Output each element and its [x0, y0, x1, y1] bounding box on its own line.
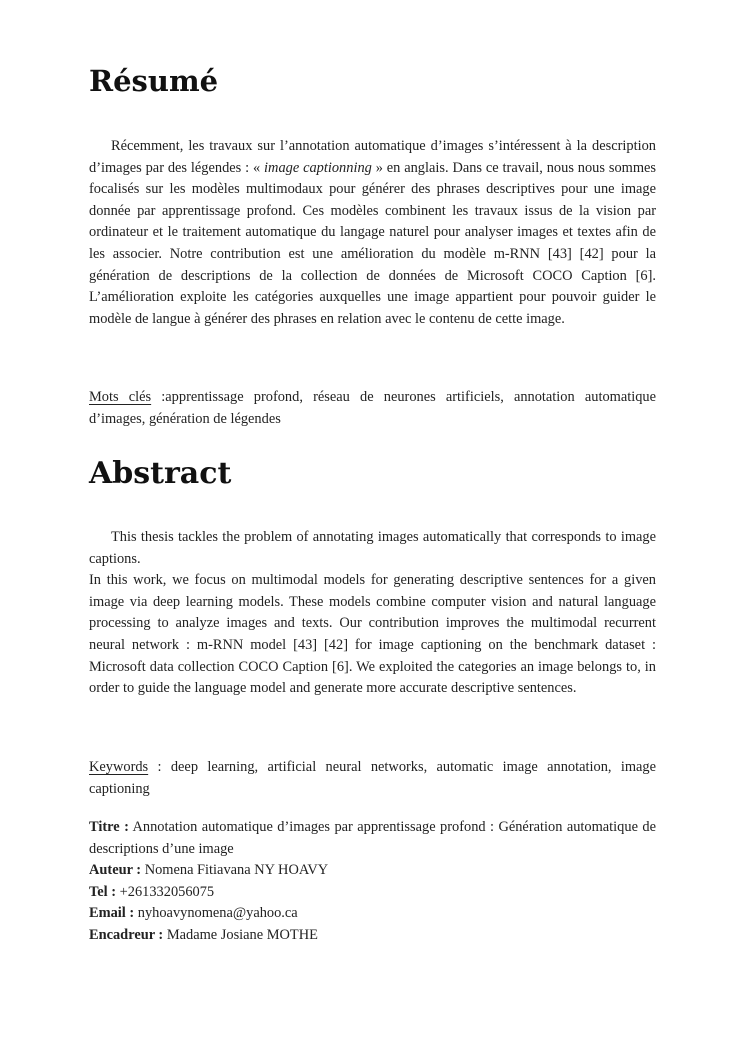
- abstract-keywords: [89, 757, 656, 800]
- info-email-value: nyhoavynomena@yahoo.ca: [134, 905, 298, 922]
- info-encadreur: [89, 925, 656, 947]
- info-tel: [89, 882, 656, 904]
- info-email: [89, 903, 656, 925]
- info-auteur: [89, 860, 656, 882]
- abstract-paragraph: [89, 527, 656, 700]
- thesis-info: [89, 817, 656, 947]
- info-auteur-label: Auteur :: [89, 862, 142, 879]
- resume-text-end: » en anglais. Dans ce travail, nous nous sommes focalisés sur les modèles multimodaux pour générer des phrases descriptives pour une image donnée par apprentissage profond. Ces modèles combinent les travaux issus de la vision par ordinateur et le traitement automatique du langage naturel pour analyser images et textes afin de les associer. Notre contribution est une amélioration du modèle m-RNN [43] [42] pour la génération de descriptions de la collection de données de Microsoft COCO Caption [6]. L’amélioration exploite les catégories auxquelles une image appartient pour pouvoir guider le modèle de langue à générer des phrases en relation avec le contenu de cette image.: [89, 159, 657, 327]
- abstract-keywords-label: Keywords: [89, 759, 149, 775]
- info-tel-label: Tel :: [89, 883, 117, 900]
- abstract-heading: Abstract: [89, 456, 232, 491]
- info-auteur-value: Nomena Fitiavana NY HOAVY: [141, 862, 329, 879]
- resume-keywords-label: Mots clés: [89, 389, 152, 405]
- info-encadreur-label: Encadreur :: [89, 926, 164, 943]
- resume-keywords: [89, 387, 656, 430]
- info-titre: [89, 817, 656, 860]
- info-encadreur-value: Madame Josiane MOTHE: [163, 926, 318, 943]
- resume-text-start: Récemment, les travaux sur l’annotation automatique d’images s’intéressent à la description d’images par des légendes : «: [89, 138, 656, 176]
- info-email-label: Email :: [89, 905, 135, 922]
- resume-keywords-text: :apprentissage profond, réseau de neurones artificiels, annotation automatique d’images, génération de légendes: [89, 389, 656, 427]
- abstract-main: In this work, we focus on multimodal models for generating descriptive sentences for a given image via deep learning models. These models combine computer vision and natural language processing to analyze images and texts. Our contribution improves the multimodal recurrent neural network : m-RNN model [43] [42] for image captioning on the benchmark dataset : Microsoft data collection COCO Caption [6]. We exploited the categories an image belongs to, in order to guide the language model and generate more accurate descriptive sentences.: [89, 572, 656, 697]
- abstract-keywords-text: : deep learning, artificial neural networks, automatic image annotation, image captioning: [89, 759, 656, 797]
- resume-heading: Résumé: [89, 64, 219, 98]
- info-titre-value: Annotation automatique d’images par apprentissage profond : Génération automatique de descriptions d’une image: [89, 819, 656, 857]
- resume-paragraph: [89, 136, 656, 330]
- resume-term: image captionning: [264, 159, 372, 176]
- info-tel-value: +261332056075: [116, 883, 215, 900]
- abstract-intro: This thesis tackles the problem of annotating images automatically that corresponds to image captions.: [89, 529, 656, 567]
- info-titre-label: Titre :: [89, 819, 129, 835]
